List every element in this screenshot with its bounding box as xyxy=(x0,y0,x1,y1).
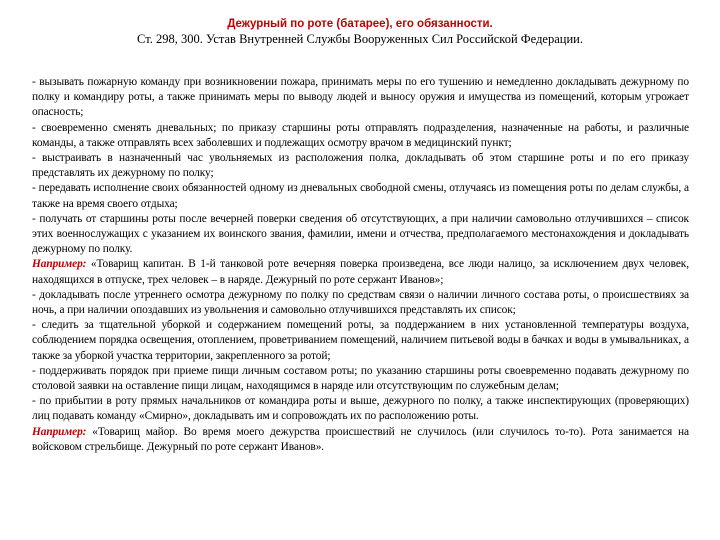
example-label: Например: xyxy=(32,258,87,271)
duty-item: - передавать исполнение своих обязанностей одному из дневальных свободной смены, отлучаясь из помещения роты по делам службы, а также на время своего отдыха; xyxy=(32,182,689,210)
example-paragraph xyxy=(32,257,689,287)
duty-item: - получать от старшины роты после вечерней поверки сведения об отсутствующих, а при наличии самовольно отлучившихся – список этих военнослужащих с указанием их воинского звания, фамилии, имени и отчества, предполагаемого местонахождения и докладывать дежурному по полку. xyxy=(32,212,689,256)
document-body xyxy=(32,75,689,455)
duty-item: - по прибытии в роту прямых начальников от командира роты и выше, дежурного по полку, а также инспектирующих (проверяющих) лиц подавать команду «Смирно», докладывать им и сопровождать их по расположению роты. xyxy=(32,395,689,423)
duty-item: - докладывать после утреннего осмотра дежурному по полку по средствам связи о наличии личного состава роты, о происшествиях за ночь, а при наличии опоздавших из увольнения и самовольно отлучившихся представлять их список; xyxy=(32,288,689,317)
duty-item: - выстраивать в назначенный час увольняемых из расположения полка, докладывать об этом старшине роты и по его приказу представлять их дежурному по полку; xyxy=(32,152,689,180)
document-subtitle: Ст. 298, 300. Устав Внутренней Службы Вооруженных Сил Российской Федерации. xyxy=(137,32,583,46)
example-label: Например: xyxy=(32,425,87,438)
example-paragraph xyxy=(32,425,689,455)
example-text: «Товарищ капитан. В 1-й танковой роте вечерняя поверка произведена, все люди налицо, за исключением двух человек, находящихся в отпуске, трех человек – в наряде. Дежурный по роте сержант Иванов»; xyxy=(32,258,689,286)
document-title: Дежурный по роте (батарее), его обязанности. xyxy=(227,18,493,30)
duty-item: - следить за тщательной уборкой и содержанием помещений роты, за поддержанием в них установленной температуры воздуха, соблюдением порядка освещения, отоплением, проветриванием помещений, наличием питьевой воды в бачках и воды в умывальниках, а также за уборкой участка территории, закрепленного за ротой; xyxy=(32,319,689,362)
example-text: «Товарищ майор. Во время моего дежурства происшествий не случилось (или случилось то-то). Рота занимается на войсковом стрельбище. Дежурный по роте сержант Иванов». xyxy=(32,425,689,453)
duty-item: - своевременно сменять дневальных; по приказу старшины роты отправлять подразделения, назначенные на работы, и различные команды, а также отправлять всех заболевших и подлежащих осмотру врачом в медицинский пункт; xyxy=(32,121,689,149)
duty-item: - поддерживать порядок при приеме пищи личным составом роты; по указанию старшины роты своевременно подавать дежурному по столовой заявки на оставление пищи лицам, находящимся в наряде или отсутствующим по служебным делам; xyxy=(32,364,689,393)
duty-item: - вызывать пожарную команду при возникновении пожара, принимать меры по его тушению и немедленно докладывать дежурному по полку и командиру роты, а также принимать меры по выводу людей и выносу оружия и имущества из помещений, которым угрожает опасность; xyxy=(32,76,689,119)
